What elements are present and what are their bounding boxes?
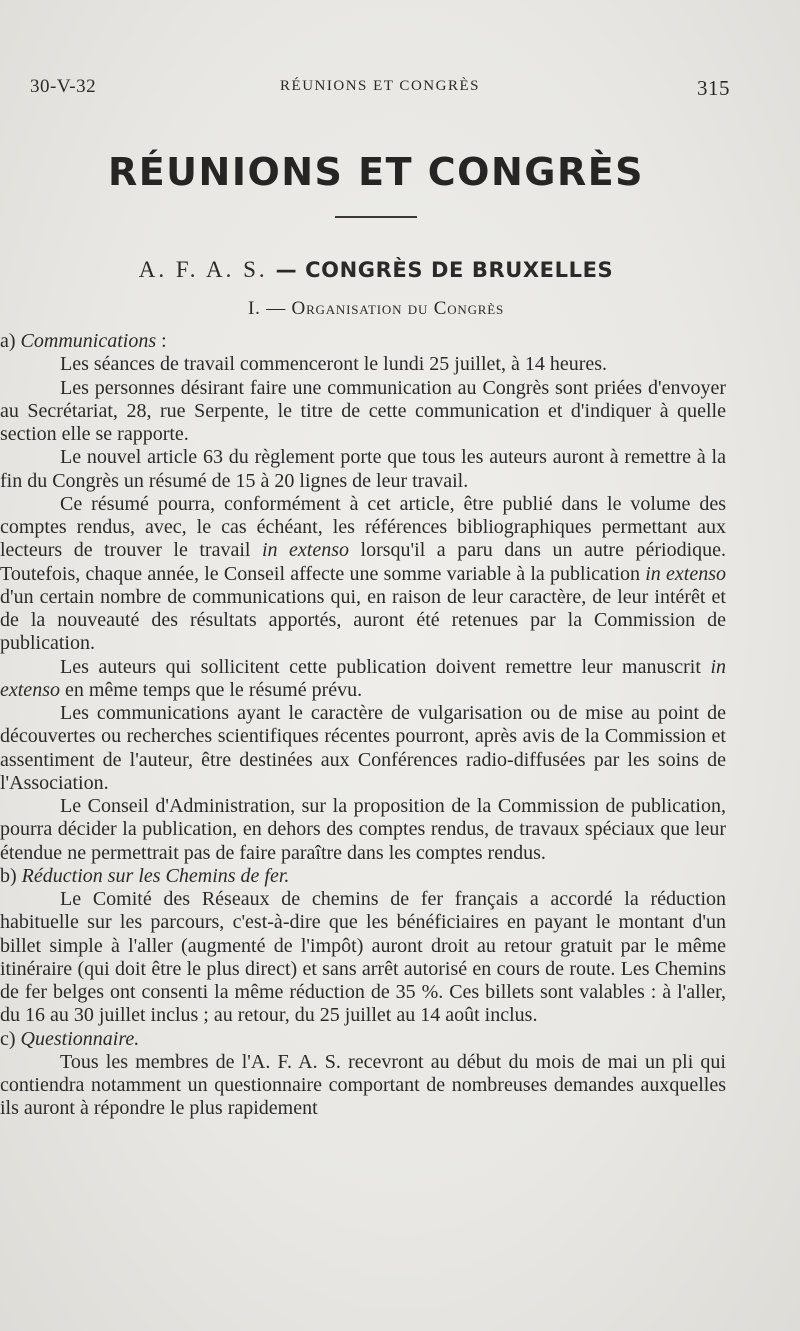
italic-run: in extenso (645, 562, 726, 585)
subheading-b-marker: b) (0, 864, 17, 887)
subheading-b-text: Réduction sur les Chemins de fer. (21, 864, 290, 887)
header-date: 30-V-32 (30, 76, 97, 97)
subheading-a-colon: : (156, 330, 167, 352)
paragraph: Les séances de travail commenceront le lundi 25 juillet, à 14 heures. (60, 353, 608, 376)
page-number: 315 (697, 76, 730, 100)
paragraph (0, 656, 726, 703)
text-run: d'un certain nombre de communications qui, en raison de leur caractère, de leur intérêt et de la nouveauté des résultats apportés, auront été retenues par la Commission de publication. (0, 585, 726, 655)
text-run: lorsqu'il a paru dans un autre périodique. Toutefois, chaque année, le Conseil affecte une somme variable à la publication (0, 539, 726, 585)
header-running-title: RÉUNIONS ET CONGRÈS (280, 78, 480, 94)
subheading-c-text: Questionnaire. (20, 1027, 140, 1050)
paragraph: Les communications ayant le caractère de vulgarisation ou de mise au point de découvertes ou recherches scientifiques récentes pourront, après avis de la Commission et assentiment de l'auteur, être destinées aux Conférences radio-diffusées par les soins de l'Association. (0, 702, 726, 794)
article-body (0, 330, 726, 1121)
subheading-a (0, 330, 726, 353)
subsection-title: I. — Organisation du Congrès (247, 298, 505, 319)
running-header (30, 76, 730, 102)
section-prefix: A. F. A. S. (138, 257, 268, 282)
title-rule-divider (335, 216, 417, 218)
subheading-c (0, 1028, 726, 1051)
text-run: en même temps que le résumé prévu. (59, 678, 363, 701)
section-name: CONGRÈS DE BRUXELLES (305, 258, 614, 282)
section-dash: — (275, 258, 298, 282)
paragraph: Le Conseil d'Administration, sur la proposition de la Commission de publication, pourra décider la publication, en dehors des comptes rendus, de travaux spéciaux que leur étendue ne permettrait pas de faire paraître dans les comptes rendus. (0, 795, 726, 864)
paragraph: Les personnes désirant faire une communication au Congrès sont priées d'envoyer au Secrétariat, 28, rue Serpente, le titre de cette communication et d'indiquer à quelle section elle se rapporte. (0, 376, 726, 445)
text-run: Ce résumé pourra, conformément à cet article, être publié dans le volume des comptes rendus, avec, le cas échéant, les références bibliographiques permettant aux lecteurs de trouver le travail (0, 492, 726, 562)
paragraph (0, 493, 726, 656)
subheading-b (0, 865, 726, 888)
subheading-c-marker: c) (0, 1027, 16, 1050)
page-title: RÉUNIONS ET CONGRÈS (107, 150, 645, 194)
section-title (0, 257, 752, 283)
paragraph: Le Comité des Réseaux de chemins de fer français a accordé la réduction habituelle sur les parcours, c'est-à-dire que les bénéficiaires en payant le montant d'un billet simple à l'aller (augmenté de l'impôt) auront droit au retour gratuit par le même itinéraire (qui doit être le plus direct) et sans arrêt autorisé en cours de route. Les Chemins de fer belges ont consenti la même réduction de 35 %. Ces billets sont valables : à l'aller, du 16 au 30 juillet inclus ; au retour, du 25 juillet au 14 août inclus. (0, 888, 726, 1027)
italic-run: in extenso (261, 539, 350, 562)
text-run: Les auteurs qui sollicitent cette publication doivent remettre leur manuscrit (60, 655, 711, 678)
paragraph: Le nouvel article 63 du règlement porte que tous les auteurs auront à remettre à la fin du Congrès un résumé de 15 à 20 lignes de leur travail. (0, 446, 726, 492)
paragraph: Tous les membres de l'A. F. A. S. recevront au début du mois de mai un pli qui contiendra notamment un questionnaire comportant de nombreuses demandes auxquelles ils auront à répondre le plus rapidement (0, 1050, 726, 1120)
subheading-a-text: Communications (20, 330, 157, 352)
subheading-a-marker: a) (0, 330, 16, 352)
italic-run: in extenso (0, 655, 726, 701)
